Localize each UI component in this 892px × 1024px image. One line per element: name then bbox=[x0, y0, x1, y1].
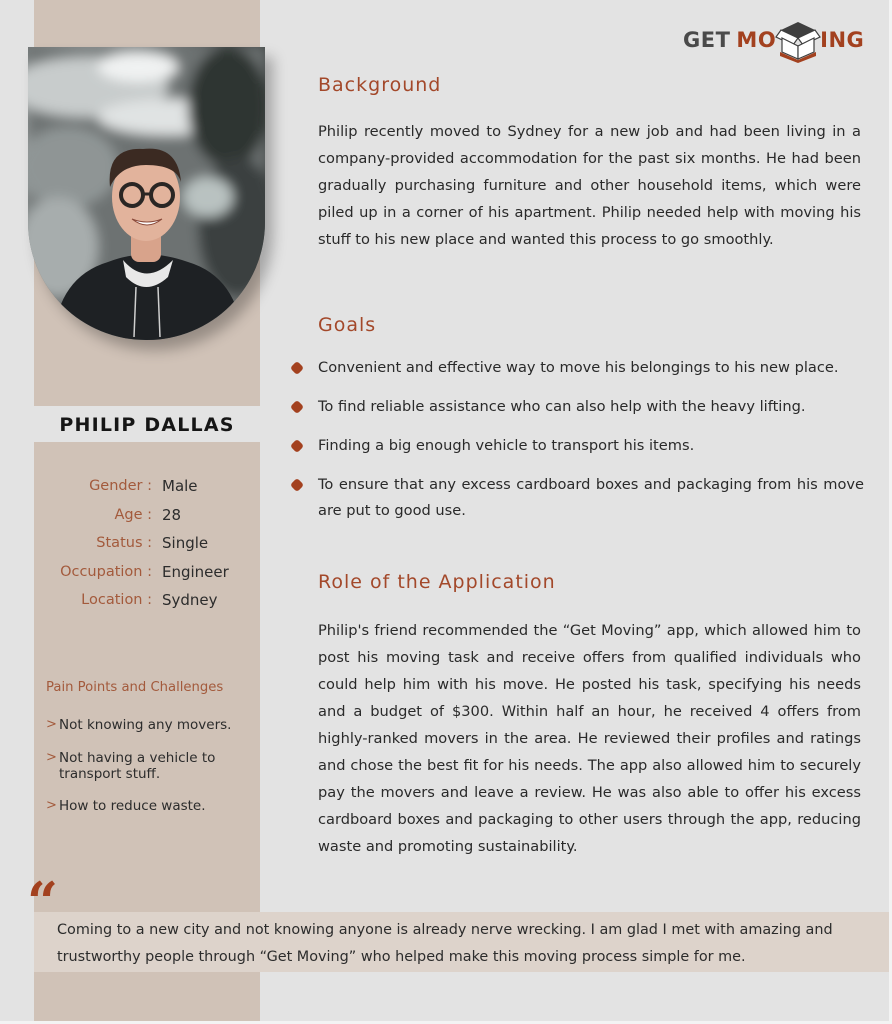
pain-point-item bbox=[46, 750, 256, 782]
persona-name: PHILIP DALLAS bbox=[59, 414, 235, 436]
diamond-bullet-icon bbox=[290, 355, 318, 381]
detail-label: Gender : bbox=[89, 478, 152, 495]
detail-value: Engineer bbox=[162, 562, 229, 581]
portrait-illustration bbox=[28, 47, 265, 340]
get-moving-logo bbox=[683, 18, 864, 62]
diamond-bullet-icon bbox=[290, 433, 318, 459]
detail-row-status bbox=[34, 529, 260, 558]
detail-label: Occupation : bbox=[60, 563, 152, 580]
background-title: Background bbox=[318, 74, 442, 96]
goals-title: Goals bbox=[318, 314, 377, 336]
profile-photo bbox=[28, 47, 265, 340]
logo-text-mo: MO bbox=[736, 28, 777, 52]
open-box-icon bbox=[775, 21, 821, 63]
chevron-right-icon: > bbox=[46, 717, 57, 732]
role-title: Role of the Application bbox=[318, 571, 556, 593]
detail-value: Single bbox=[162, 534, 209, 553]
detail-value: Male bbox=[162, 477, 198, 496]
pain-point-text: Not knowing any movers. bbox=[59, 717, 232, 733]
chevron-right-icon: > bbox=[46, 798, 57, 813]
pain-point-text: How to reduce waste. bbox=[59, 798, 206, 814]
logo-text-ing: ING bbox=[820, 28, 865, 52]
pain-point-item bbox=[46, 798, 256, 814]
goal-item bbox=[290, 394, 870, 420]
detail-value: 28 bbox=[162, 505, 182, 524]
detail-label: Age : bbox=[114, 506, 152, 523]
role-text: Philip's friend recommended the “Get Moving” app, which allowed him to post his moving task and receive offers from qualified individuals who could help him with his move. He posted his task, specifying his needs and a budget of $300. Within half an hour, he received 4 offers from highly-ranked movers in the area. He reviewed their profiles and ratings and chose the best fit for his needs. The app also allowed him to securely pay the movers and leave a review. He was also able to offer his excess cardboard boxes and packaging to other users through the app, reducing waste and promoting sustainability. bbox=[318, 622, 861, 855]
quote-mark-icon: “ bbox=[27, 870, 59, 934]
detail-label: Status : bbox=[96, 535, 152, 552]
diamond-bullet-icon bbox=[290, 472, 318, 498]
goals-list bbox=[290, 355, 870, 537]
pain-point-text: Not having a vehicle to transport stuff. bbox=[59, 750, 216, 782]
goal-text: Finding a big enough vehicle to transport his items. bbox=[318, 437, 695, 454]
goal-item bbox=[290, 472, 870, 524]
goal-text: Convenient and effective way to move his belongings to his new place. bbox=[318, 359, 839, 376]
pain-points-title: Pain Points and Challenges bbox=[46, 680, 224, 695]
detail-row-location bbox=[34, 586, 260, 615]
goal-item bbox=[290, 433, 870, 459]
pain-points-list bbox=[46, 717, 256, 831]
chevron-right-icon: > bbox=[46, 750, 57, 765]
logo-text-get: GET bbox=[683, 28, 731, 52]
goal-text: To find reliable assistance who can also help with the heavy lifting. bbox=[318, 398, 806, 415]
goal-item bbox=[290, 355, 870, 381]
background-text: Philip recently moved to Sydney for a new job and had been living in a company-provided accommodation for the past six months. He had been gradually purchasing furniture and other household items, which were piled up in a corner of his apartment. Philip needed help with moving his stuff to his new place and wanted this process to go smoothly. bbox=[318, 123, 861, 248]
detail-label: Location : bbox=[81, 592, 152, 609]
detail-row-occupation bbox=[34, 558, 260, 587]
testimonial-quote: Coming to a new city and not knowing anyone is already nerve wrecking. I am glad I met with amazing and trustworthy people through “Get Moving” who helped make this moving process simple for me. bbox=[57, 922, 833, 965]
detail-row-age bbox=[34, 501, 260, 530]
detail-row-gender bbox=[34, 472, 260, 501]
persona-details bbox=[34, 472, 260, 615]
diamond-bullet-icon bbox=[290, 394, 318, 420]
goal-text: To ensure that any excess cardboard boxes and packaging from his move are put to good use. bbox=[318, 476, 864, 519]
detail-value: Sydney bbox=[162, 591, 218, 610]
pain-point-item bbox=[46, 717, 256, 733]
